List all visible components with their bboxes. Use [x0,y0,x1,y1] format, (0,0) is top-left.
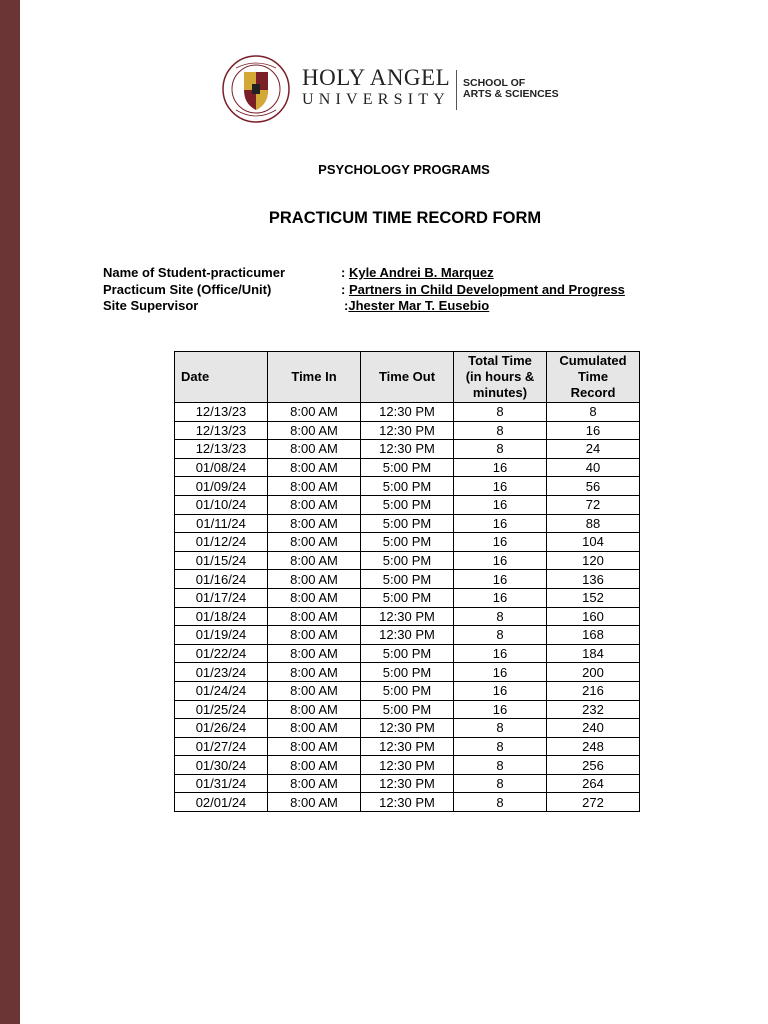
cell-time-out: 5:00 PM [361,644,454,663]
site-value [341,282,625,298]
table-row [175,737,640,756]
cell-cumulated: 160 [547,607,640,626]
student-row [103,265,494,281]
cell-cumulated: 56 [547,477,640,496]
table-row [175,756,640,775]
cell-cumulated: 232 [547,700,640,719]
cell-time-out: 12:30 PM [361,793,454,812]
cell-time-out: 5:00 PM [361,533,454,552]
table-row [175,644,640,663]
cell-cumulated: 272 [547,793,640,812]
cell-time-out: 5:00 PM [361,495,454,514]
header-time-in: Time In [268,352,361,403]
cell-date: 01/18/24 [175,607,268,626]
header-cumulated [547,352,640,403]
cell-time-out: 5:00 PM [361,663,454,682]
cell-time-in: 8:00 AM [268,514,361,533]
cell-time-out: 12:30 PM [361,719,454,738]
cell-time-out: 12:30 PM [361,737,454,756]
cell-cumulated: 240 [547,719,640,738]
cell-total-time: 8 [454,793,547,812]
table-body [175,403,640,812]
cell-date: 01/09/24 [175,477,268,496]
supervisor-value [344,298,489,314]
cell-date: 01/25/24 [175,700,268,719]
table-row [175,719,640,738]
cell-time-in: 8:00 AM [268,700,361,719]
time-record-table [174,351,640,812]
cell-date: 01/23/24 [175,663,268,682]
school-line-2: ARTS & SCIENCES [463,88,559,100]
cell-time-in: 8:00 AM [268,774,361,793]
cell-cumulated: 168 [547,626,640,645]
cell-cumulated: 200 [547,663,640,682]
cell-time-in: 8:00 AM [268,719,361,738]
table-row [175,588,640,607]
university-subtitle: UNIVERSITY [302,91,450,108]
table-row [175,458,640,477]
table-row [175,626,640,645]
table-row [175,477,640,496]
cell-date: 01/12/24 [175,533,268,552]
cell-time-out: 5:00 PM [361,458,454,477]
cell-date: 01/19/24 [175,626,268,645]
cell-cumulated: 104 [547,533,640,552]
cell-time-out: 5:00 PM [361,477,454,496]
cell-total-time: 16 [454,551,547,570]
cell-cumulated: 264 [547,774,640,793]
cell-date: 02/01/24 [175,793,268,812]
cell-time-in: 8:00 AM [268,737,361,756]
cell-date: 01/17/24 [175,588,268,607]
cell-cumulated: 8 [547,403,640,422]
cell-date: 01/31/24 [175,774,268,793]
cell-time-in: 8:00 AM [268,551,361,570]
cell-time-out: 12:30 PM [361,626,454,645]
logo-divider [456,70,457,110]
cell-time-out: 5:00 PM [361,681,454,700]
cell-cumulated: 256 [547,756,640,775]
header-total-time [454,352,547,403]
cell-total-time: 16 [454,681,547,700]
cell-time-in: 8:00 AM [268,495,361,514]
cell-time-out: 5:00 PM [361,514,454,533]
cell-date: 01/16/24 [175,570,268,589]
cell-total-time: 8 [454,719,547,738]
cell-time-out: 12:30 PM [361,440,454,459]
cell-time-in: 8:00 AM [268,793,361,812]
cell-time-in: 8:00 AM [268,440,361,459]
supervisor-name: Jhester Mar T. Eusebio [348,298,490,313]
cell-time-out: 5:00 PM [361,588,454,607]
cell-total-time: 16 [454,663,547,682]
cell-cumulated: 152 [547,588,640,607]
form-title: PRACTICUM TIME RECORD FORM [268,209,542,227]
cell-date: 01/11/24 [175,514,268,533]
cell-time-in: 8:00 AM [268,533,361,552]
header-cum-line-1: Cumulated [559,353,627,368]
cell-cumulated: 16 [547,421,640,440]
cell-time-in: 8:00 AM [268,403,361,422]
header-cum-line-2: Time [577,369,609,384]
cell-time-in: 8:00 AM [268,626,361,645]
cell-cumulated: 136 [547,570,640,589]
header-cum-line-3: Record [570,385,616,400]
table-row [175,533,640,552]
table-row [175,403,640,422]
cell-time-in: 8:00 AM [268,588,361,607]
cell-date: 01/22/24 [175,644,268,663]
cell-date: 01/30/24 [175,756,268,775]
site-label: Practicum Site (Office/Unit) [103,282,272,297]
cell-total-time: 16 [454,477,547,496]
cell-total-time: 16 [454,570,547,589]
school-line-1: SCHOOL OF [463,77,526,89]
cell-cumulated: 184 [547,644,640,663]
table-row [175,570,640,589]
cell-date: 01/15/24 [175,551,268,570]
table-row [175,514,640,533]
header-date: Date [175,352,268,403]
cell-total-time: 8 [454,440,547,459]
cell-time-in: 8:00 AM [268,458,361,477]
cell-time-out: 12:30 PM [361,774,454,793]
supervisor-colon: : [344,298,349,313]
cell-time-in: 8:00 AM [268,663,361,682]
cell-date: 12/13/23 [175,421,268,440]
cell-cumulated: 216 [547,681,640,700]
left-accent-bar [0,0,20,1024]
cell-date: 01/24/24 [175,681,268,700]
cell-total-time: 16 [454,644,547,663]
university-seal-icon [216,54,296,124]
cell-cumulated: 72 [547,495,640,514]
cell-time-in: 8:00 AM [268,421,361,440]
cell-total-time: 16 [454,458,547,477]
cell-total-time: 16 [454,533,547,552]
cell-date: 12/13/23 [175,440,268,459]
cell-total-time: 8 [454,737,547,756]
cell-total-time: 8 [454,421,547,440]
student-value [341,265,494,281]
cell-time-out: 12:30 PM [361,756,454,775]
table-row [175,663,640,682]
cell-time-in: 8:00 AM [268,644,361,663]
table-header-row [175,352,640,403]
cell-time-out: 12:30 PM [361,403,454,422]
supervisor-row [103,298,490,314]
site-colon: : [341,282,349,297]
cell-cumulated: 40 [547,458,640,477]
header-time-out: Time Out [361,352,454,403]
table-row [175,681,640,700]
header-total-line-1: Total Time [468,353,532,368]
cell-date: 01/08/24 [175,458,268,477]
cell-time-in: 8:00 AM [268,681,361,700]
cell-time-in: 8:00 AM [268,756,361,775]
cell-time-in: 8:00 AM [268,477,361,496]
cell-total-time: 8 [454,774,547,793]
student-name: Kyle Andrei B. Marquez [348,265,494,280]
cell-total-time: 16 [454,495,547,514]
site-row [103,282,625,298]
supervisor-label: Site Supervisor [103,298,199,313]
cell-total-time: 8 [454,403,547,422]
cell-cumulated: 88 [547,514,640,533]
table-row [175,793,640,812]
university-logo [216,54,576,124]
table-row [175,551,640,570]
cell-total-time: 16 [454,588,547,607]
cell-time-out: 5:00 PM [361,551,454,570]
university-name: HOLY ANGEL [302,65,451,90]
header-total-line-2: (in hours & [465,369,535,384]
cell-time-out: 5:00 PM [361,570,454,589]
programs-heading: PSYCHOLOGY PROGRAMS [318,162,490,177]
cell-total-time: 8 [454,626,547,645]
table-row [175,774,640,793]
cell-cumulated: 24 [547,440,640,459]
cell-cumulated: 120 [547,551,640,570]
cell-total-time: 16 [454,700,547,719]
cell-total-time: 8 [454,607,547,626]
cell-total-time: 8 [454,756,547,775]
cell-cumulated: 248 [547,737,640,756]
site-name: Partners in Child Development and Progress [348,282,625,297]
table-row [175,607,640,626]
school-name [463,78,559,100]
table-row [175,440,640,459]
header-total-line-3: minutes) [472,385,528,400]
student-label: Name of Student-practicumer [103,265,286,280]
cell-date: 01/10/24 [175,495,268,514]
cell-date: 01/27/24 [175,737,268,756]
cell-time-in: 8:00 AM [268,570,361,589]
table-row [175,700,640,719]
cell-time-out: 5:00 PM [361,700,454,719]
cell-time-in: 8:00 AM [268,607,361,626]
cell-time-out: 12:30 PM [361,607,454,626]
cell-date: 01/26/24 [175,719,268,738]
cell-date: 12/13/23 [175,403,268,422]
table-row [175,421,640,440]
cell-total-time: 16 [454,514,547,533]
table-row [175,495,640,514]
cell-time-out: 12:30 PM [361,421,454,440]
student-colon: : [341,265,349,280]
